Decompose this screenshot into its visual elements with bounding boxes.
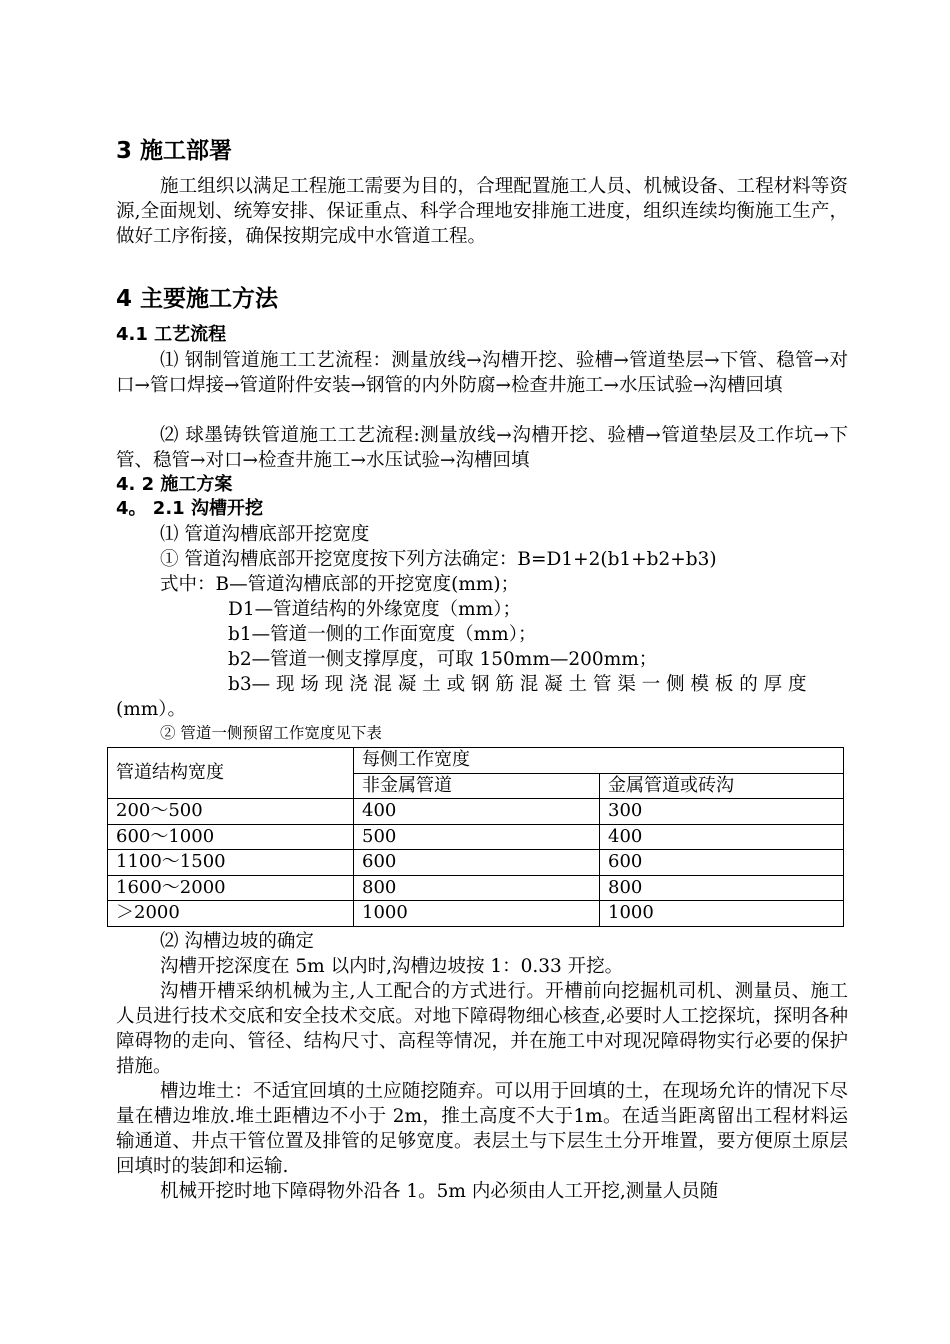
table-cell: 500	[354, 824, 600, 850]
spoil-pile-paragraph: 槽边堆土：不适宜回填的土应随挖随弃。可以用于回填的土，在现场允许的情况下尽量在槽边堆放.堆土距槽边不小于 2m，推土高度不大于1m。在适当距离留出工程材料运输通道、井点干管位置及排管的足够宽度。表层土与下层生土分开堆置，要方便原土原层回填时的装卸和运输.	[116, 1081, 848, 1177]
excavation-method-paragraph: 沟槽开槽采纳机械为主,人工配合的方式进行。开槽前向挖掘机司机、测量员、施工人员进行技术交底和安全技术交底。对地下障碍物细心核查,必要时人工挖探坑，探明各种障碍物的走向、管径、结构尺寸、高程等情况，并在施工中对现况障碍物实行必要的保护措施。	[116, 981, 848, 1077]
table-caption: ② 管道一侧预留工作宽度见下表	[160, 724, 382, 742]
table-cell: 400	[354, 799, 600, 825]
item-1a-text: ① 管道沟槽底部开挖宽度按下列方法确定：B=D1+2(b1+b2+b3)	[160, 549, 717, 570]
table-row	[108, 824, 844, 850]
table-row	[108, 875, 844, 901]
table-cell: ＞2000	[108, 901, 354, 927]
section-3-heading: 3 施工部署	[116, 138, 233, 164]
section-4-2-1-heading: 4。 2.1 沟槽开挖	[116, 498, 263, 519]
slope-ratio-text: 沟槽开挖深度在 5m 以内时,沟槽边坡按 1：0.33 开挖。	[160, 956, 624, 977]
table-row	[108, 850, 844, 876]
table-cell: 1000	[354, 901, 600, 927]
table-cell: 600	[600, 850, 844, 876]
table-cell: 600～1000	[108, 824, 354, 850]
formula-b3-line: b3— 现 场 现 浇 混 凝 土 或 钢 筋 混 凝 土 管 渠 一 侧 模 板 的 厚 度	[228, 674, 807, 695]
table-cell: 800	[354, 875, 600, 901]
item-2-heading: ⑵ 沟槽边坡的确定	[160, 931, 314, 952]
table-row	[108, 901, 844, 927]
table-cell: 1100～1500	[108, 850, 354, 876]
table-cell: 1000	[600, 901, 844, 927]
header-work-width-each-side: 每侧工作宽度	[354, 748, 844, 774]
section-4-2-heading: 4. 2 施工方案	[116, 474, 233, 495]
table-cell: 300	[600, 799, 844, 825]
header-metal-pipe-or-brick: 金属管道或砖沟	[600, 773, 844, 799]
formula-b1-line: b1—管道一侧的工作面宽度（mm）；	[228, 624, 537, 645]
section-3-paragraph: 施工组织以满足工程施工需要为目的，合理配置施工人员、机械设备、工程材料等资源,全面规划、统筹安排、保证重点、科学合理地安排施工进度，组织连续均衡施工生产，做好工序衔接，确保按期完成中水管道工程。	[116, 176, 848, 247]
table-header-row	[108, 748, 844, 774]
formula-d1-line: D1—管道结构的外缘宽度（mm）；	[228, 599, 521, 620]
header-non-metal-pipe: 非金属管道	[354, 773, 600, 799]
table-row	[108, 799, 844, 825]
table-cell: 600	[354, 850, 600, 876]
table-cell: 400	[600, 824, 844, 850]
section-4-heading: 4 主要施工方法	[116, 286, 279, 312]
header-structure-width: 管道结构宽度	[108, 748, 354, 799]
manual-excavation-text: 机械开挖时地下障碍物外沿各 1。5m 内必须由人工开挖,测量人员随	[160, 1181, 719, 1202]
work-width-table	[107, 747, 844, 927]
table-cell: 1600～2000	[108, 875, 354, 901]
formula-b-line: 式中：B—管道沟槽底部的开挖宽度(mm)；	[160, 574, 520, 595]
section-4-1-heading: 4.1 工艺流程	[116, 324, 227, 345]
steel-pipe-process-paragraph: ⑴ 钢制管道施工工艺流程：测量放线→沟槽开挖、验槽→管道垫层→下管、稳管→对口→管口焊接→管道附件安装→钢管的内外防腐→检查井施工→水压试验→沟槽回填	[116, 350, 848, 396]
formula-b2-line: b2—管道一侧支撑厚度，可取 150mm—200mm；	[228, 649, 658, 670]
formula-b3-tail: (mm）。	[116, 699, 187, 720]
item-1-heading: ⑴ 管道沟槽底部开挖宽度	[160, 524, 370, 545]
table-cell: 800	[600, 875, 844, 901]
table-cell: 200～500	[108, 799, 354, 825]
ductile-iron-process-paragraph: ⑵ 球墨铸铁管道施工工艺流程:测量放线→沟槽开挖、验槽→管道垫层及工作坑→下管、稳管→对口→检查井施工→水压试验→沟槽回填	[116, 425, 848, 471]
